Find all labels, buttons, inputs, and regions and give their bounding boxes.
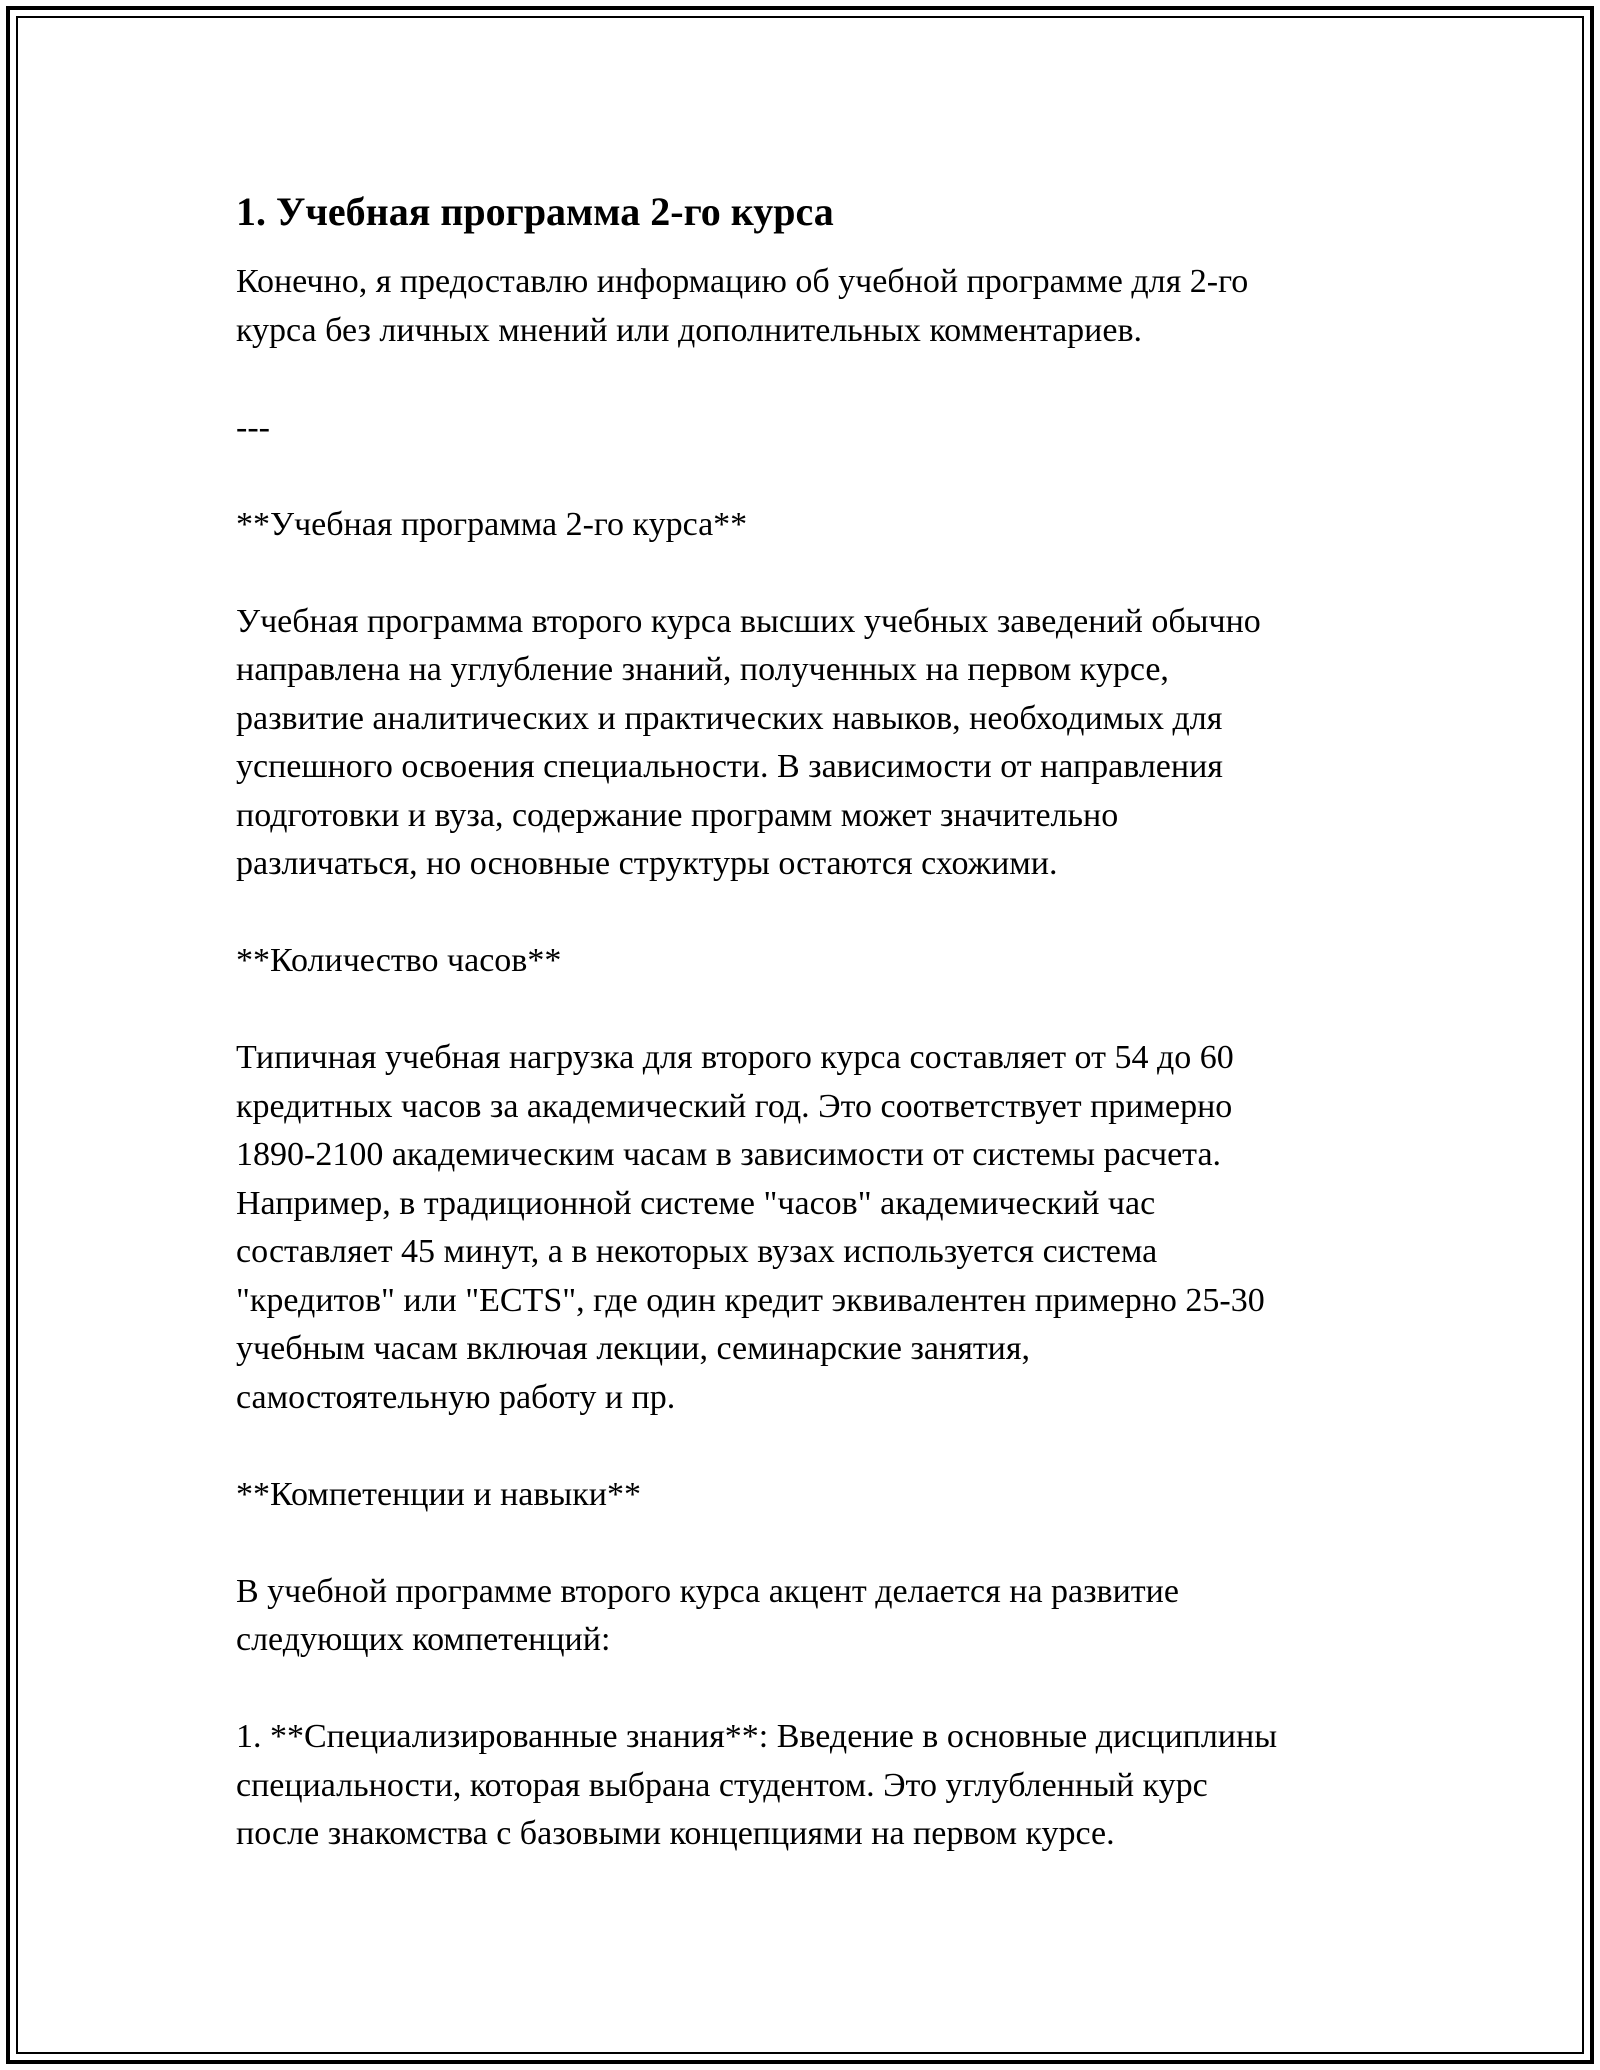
hours-paragraph: Типичная учебная нагрузка для второго курса составляет от 54 до 60 кредитных часов за академический год. Это соответствует примерно 1890-2100 академическим часам в зависимости от системы расчета. Например, в традиционной системе "часов" академический час составляет 45 минут, а в некоторых вузах используется система "кредитов" или "ECTS", где один кредит эквивалентен примерно 25-30 учебным часам включая лекции, семинарские занятия, самостоятельную работу и пр. bbox=[236, 1039, 1265, 1416]
section-heading-program: **Учебная программа 2-го курса** bbox=[236, 505, 748, 543]
document-title: 1. Учебная программа 2-го курса bbox=[236, 189, 834, 234]
competency-list-item: 1. **Специализированные знания**: Введение в основные дисциплины специальности, которая выбрана студентом. Это углубленный курс после знакомства с базовыми концепциями на первом курсе. bbox=[236, 1718, 1278, 1852]
document-body bbox=[236, 186, 1366, 1859]
section-heading-hours: **Количество часов** bbox=[236, 942, 562, 979]
program-description-paragraph: Учебная программа второго курса высших учебных заведений обычно направлена на углубление знаний, полученных на первом курсе, развитие аналитических и практических навыков, необходимых для успешного освоения специальности. В зависимости от направления подготовки и вуза, содержание программ может значительно различаться, но основные структуры остаются схожими. bbox=[236, 602, 1261, 882]
intro-paragraph: Конечно, я предоставлю информацию об учебной программе для 2-го курса без личных мнений или дополнительных комментариев. bbox=[236, 263, 1249, 349]
section-heading-competencies: **Компетенции и навыки** bbox=[236, 1475, 641, 1513]
competencies-intro-paragraph: В учебной программе второго курса акцент делается на развитие следующих компетенций: bbox=[236, 1572, 1179, 1658]
separator-line: --- bbox=[236, 408, 270, 446]
